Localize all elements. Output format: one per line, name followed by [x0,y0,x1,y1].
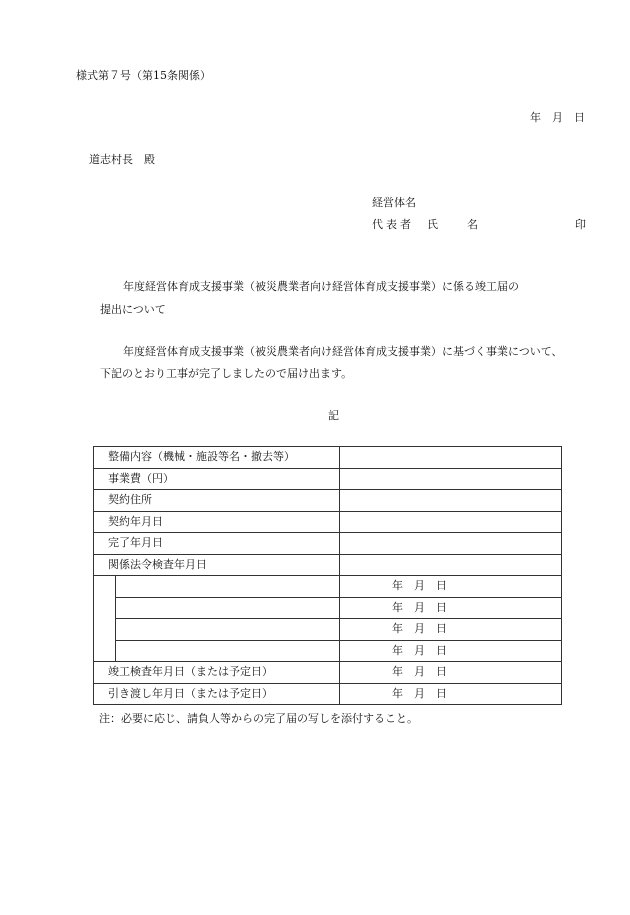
inspection-name-4[interactable] [116,640,340,662]
inspection-date-4[interactable]: 年 月 日 [340,640,562,662]
ki-heading: 記 [328,409,339,422]
representative-given-name-label: 名 [467,218,478,231]
table-row [94,597,562,619]
row-label-legal-inspection: 関係法令検査年月日 [94,554,340,576]
table-row [94,683,562,705]
table-row [94,511,562,533]
table-row [94,640,562,662]
row-label-equipment: 整備内容（機械・施設等名・撤去等） [94,447,340,469]
table-row [94,490,562,512]
indent-cell [94,619,116,641]
indent-cell [94,640,116,662]
row-value-completion-date[interactable] [340,533,562,555]
row-value-legal-inspection [340,554,562,576]
row-value-completion-inspection[interactable]: 年 月 日 [340,662,562,684]
footnote: 注：必要に応じ、請負人等からの完了届の写しを添付すること。 [99,712,418,725]
inspection-date-3[interactable]: 年 月 日 [340,619,562,641]
addressee: 道志村長 殿 [89,153,155,166]
inspection-date-1[interactable]: 年 月 日 [340,576,562,598]
table-row [94,619,562,641]
indent-cell [94,597,116,619]
table-row [94,447,562,469]
inspection-date-2[interactable]: 年 月 日 [340,597,562,619]
subject-line-1: 年度経営体育成支援事業（被災農業者向け経営体育成支援事業）に係る竣工届の [123,280,519,293]
form-number: 様式第７号（第15条関係） [76,69,211,82]
row-value-contract-date[interactable] [340,511,562,533]
table-row [94,576,562,598]
row-value-equipment[interactable] [340,447,562,469]
submission-date: 年 月 日 [530,111,585,124]
table-row [94,468,562,490]
table-row [94,533,562,555]
seal-mark: 印 [575,218,586,231]
inspection-name-1[interactable] [116,576,340,598]
table-row [94,554,562,576]
representative-label: 代表者 [372,218,414,231]
management-name-label: 経営体名 [372,196,416,209]
representative-surname-label: 氏 [427,218,438,231]
row-value-project-cost[interactable] [340,468,562,490]
inspection-name-3[interactable] [116,619,340,641]
row-label-project-cost: 事業費（円） [94,468,340,490]
row-value-contract-address[interactable] [340,490,562,512]
row-label-completion-inspection: 竣工検査年月日（または予定日） [94,662,340,684]
row-label-handover: 引き渡し年月日（または予定日） [94,683,340,705]
row-value-handover[interactable]: 年 月 日 [340,683,562,705]
body-line-2: 下記のとおり工事が完了しましたので届け出ます。 [100,367,353,380]
row-label-contract-date: 契約年月日 [94,511,340,533]
body-line-1: 年度経営体育成支援事業（被災農業者向け経営体育成支援事業）に基づく事業について、 [123,345,563,358]
table-row [94,662,562,684]
subject-line-2: 提出について [100,303,166,316]
row-label-completion-date: 完了年月日 [94,533,340,555]
inspection-name-2[interactable] [116,597,340,619]
completion-report-table [93,446,562,705]
row-label-contract-address: 契約住所 [94,490,340,512]
indent-cell [94,576,116,598]
